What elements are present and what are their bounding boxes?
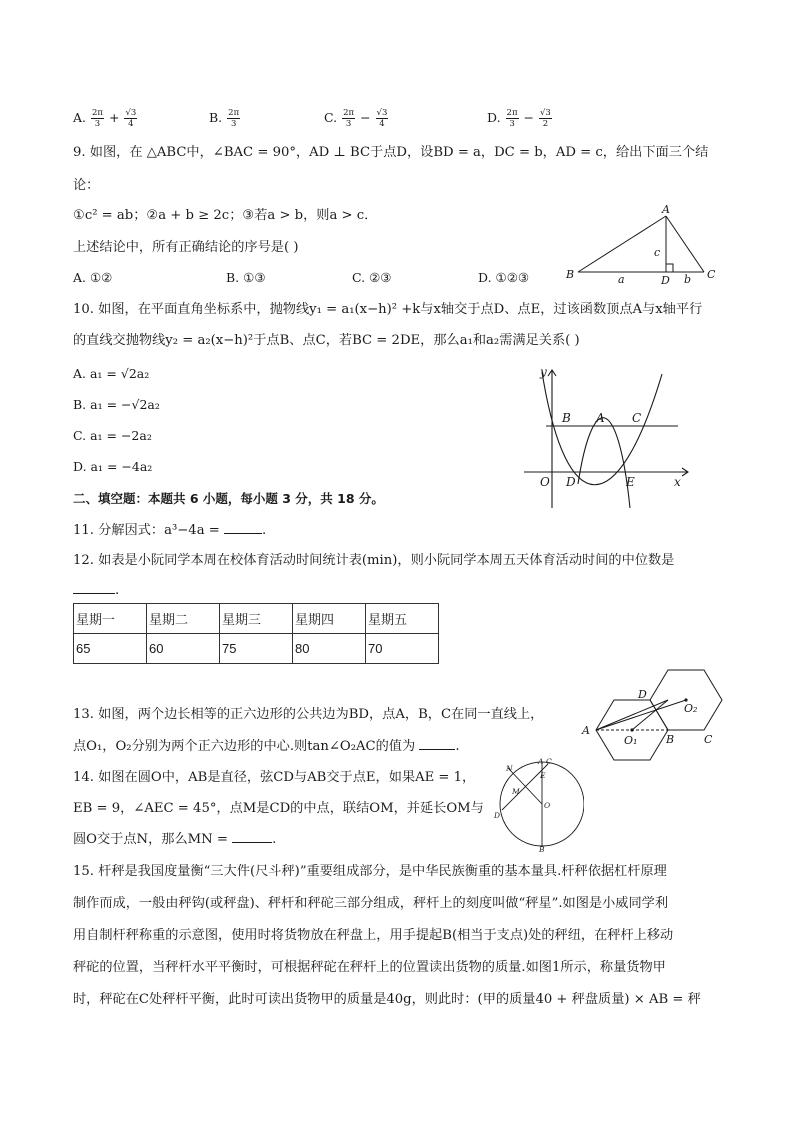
label-c: C [546,757,552,766]
label-n: N [506,764,513,773]
answer-blank[interactable] [419,749,455,750]
q14-line-2: EB = 9，∠AEC = 45°，点M是CD的中点，联结OM，并延长OM与 [73,801,484,816]
q9-line-2: 论： [73,178,100,193]
label-d: D [638,688,647,701]
table-cell: 65 [74,634,147,664]
label-a: A [582,724,590,737]
q14-line-1: 14. 如图在圆O中，AB是直径，弦CD与AB交于点E，如果AE = 1， [73,770,476,785]
label-a: A [538,757,544,766]
q10-option-c[interactable]: C. a₁ = −2a₂ [73,428,152,443]
q8-option-a[interactable]: A. $\frac{2\pi}{3}$ + $\frac{√3}{4}$ [73,108,137,129]
q12-line-2: . [73,581,119,601]
fraction: $\frac{√3}{2}$ [540,108,551,129]
table-header-cell: 星期四 [293,604,366,634]
table-cell: 70 [366,634,439,664]
label-o: O [540,475,550,489]
fraction: $\frac{2\pi}{3}$ [92,108,103,129]
section-title-fill-in: 二、填空题：本题共 6 小题，每小题 3 分，共 18 分。 [73,491,384,506]
label-e: E [626,475,635,489]
q10-option-a[interactable]: A. a₁ = √2a₂ [73,366,150,381]
label-o1: O₁ [624,734,638,747]
q15-line-5: 时，秤砣在C处秤杆平衡，此时可读出货物甲的质量是40g，则此时：(甲的质量40 + 秤盘质量) × AB = 秤 [73,992,701,1007]
label-m: M [512,787,520,796]
q9-option-c[interactable]: C. ②③ [352,270,392,285]
answer-blank[interactable] [73,593,115,594]
activity-time-table [73,603,439,664]
q14-circle-figure [488,756,584,852]
fraction: $\frac{√3}{4}$ [125,108,137,129]
table-header-cell: 星期二 [147,604,220,634]
q15-line-4: 秤砣的位置，当秤杆水平平衡时，可根据秤砣在秤杆上的位置读出货物的质量.如图1所示，称量货物甲 [73,960,666,975]
label-y: y [540,365,547,379]
q14-line-3: 圆O交于点N，那么MN = . [73,832,277,847]
label-a: A [662,203,670,216]
q9-triangle-figure [562,202,722,284]
label-d: D [661,274,670,284]
q15-line-1: 15. 杆秤是我国度量衡“三大件(尺斗秤)”重要组成部分，是中华民族衡重的基本量具.杆秤依据杠杆原理 [73,864,667,879]
q9-line-4: 上述结论中，所有正确结论的序号是( ) [73,240,299,255]
q10-option-d[interactable]: D. a₁ = −4a₂ [73,459,153,474]
q9-line-1: 9. 如图，在 △ABC中，∠BAC = 90°，AD ⊥ BC于点D，设BD = a，DC = b，AD = c，给出下面三个结 [73,145,709,160]
label-d: D [494,811,501,820]
answer-blank[interactable] [232,842,272,843]
fraction: $\frac{2\pi}{3}$ [506,108,518,129]
q10-parabola-figure [522,362,698,510]
q10-option-b[interactable]: B. a₁ = −√2a₂ [73,397,160,412]
label-c: C [632,411,642,425]
q8-option-d[interactable]: D. $\frac{2\pi}{3}$ − $\frac{√3}{2}$ [487,108,551,129]
q9-option-a[interactable]: A. ①② [73,270,113,285]
label-seg-c: c [654,246,661,259]
label-a: A [596,411,605,425]
label-d: D [566,475,576,489]
label-b: B [566,268,575,281]
q9-option-d[interactable]: D. ①②③ [478,270,530,285]
q10-line-2: 的直线交抛物线y₂ = a₂(x−h)²于点B、点C，若BC = 2DE，那么a₁和a₂需满足关系( ) [73,333,580,348]
table-cell: 60 [147,634,220,664]
table-cell: 80 [293,634,366,664]
q13-line-2: 点O₁，O₂分别为两个正六边形的中心.则tan∠O₂AC的值为 . [73,739,460,754]
label-b: B [666,733,675,746]
label-c: C [707,268,716,281]
fraction: $\frac{2\pi}{3}$ [343,108,355,129]
table-header-cell: 星期三 [220,604,293,634]
fraction: $\frac{√3}{4}$ [376,108,388,129]
q9-option-b[interactable]: B. ①③ [226,270,266,285]
label-o: O [544,801,551,810]
label-b: B [539,845,545,852]
q13-hexagon-figure [578,664,730,762]
table-row [74,634,439,664]
q8-option-b[interactable]: B. $\frac{2\pi}{3}$ [209,108,240,129]
table-cell: 75 [220,634,293,664]
table-header-cell: 星期五 [366,604,439,634]
label-o2: O₂ [684,702,698,715]
label-b: B [562,411,571,425]
q12-line-1: 12. 如表是小阮同学本周在校体育活动时间统计表(min)，则小阮同学本周五天体育活动时间的中位数是 [73,553,675,568]
label-x: x [674,475,681,489]
q8-option-c[interactable]: C. $\frac{2\pi}{3}$ − $\frac{√3}{4}$ [324,108,388,129]
label-c: C [704,733,713,746]
q11: 11. 分解因式：a³−4a = . [73,523,267,538]
label-seg-a: a [618,273,625,284]
q9-line-3: ①c² = ab；②a + b ≥ 2c；③若a > b，则a > c． [73,208,378,223]
answer-blank[interactable] [224,533,262,534]
table-header-cell: 星期一 [74,604,147,634]
q10-line-1: 10. 如图，在平面直角坐标系中，抛物线y₁ = a₁(x−h)² +k与x轴交于点D、点E，过该函数顶点A与x轴平行 [73,302,703,317]
q15-line-3: 用自制杆秤称重的示意图，使用时将货物放在秤盘上，用手提起B(相当于支点)处的秤纽，在秤杆上移动 [73,928,674,943]
label-e: E [540,771,546,780]
table-header-row [74,604,439,634]
fraction: $\frac{2\pi}{3}$ [228,108,240,129]
q15-line-2: 制作而成，一般由秤钩(或秤盘)、秤杆和秤砣三部分组成，秤杆上的刻度叫做“秤星”.如图是小威同学利 [73,896,669,911]
label-seg-b: b [684,273,692,284]
q13-line-1: 13. 如图，两个边长相等的正六边形的公共边为BD，点A，B，C在同一直线上， [73,707,544,722]
